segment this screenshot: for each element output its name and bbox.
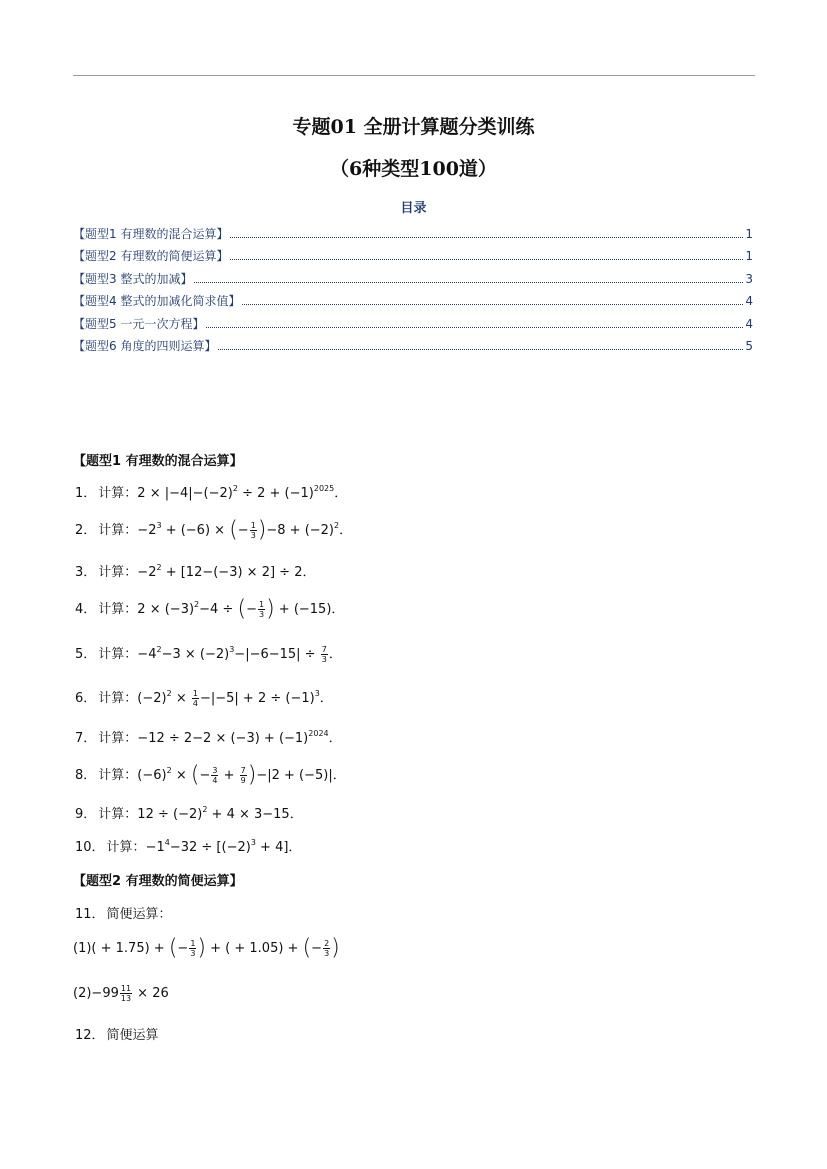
- problem-number: 1．: [75, 486, 97, 501]
- toc-leader: [194, 282, 743, 283]
- toc-item[interactable]: [73, 270, 753, 292]
- math-expression: $(-2)^2$ × $\frac{1}{4}$ $-|-5| + 2 \div (-1)^3$: [137, 689, 320, 708]
- problem-label: 简便运算：: [106, 907, 172, 922]
- toc-item-page: 1: [745, 227, 753, 241]
- toc-item-label: 【题型3 整式的加减】: [73, 271, 193, 286]
- toc-item-page: 4: [745, 294, 753, 309]
- toc-item-label: 【题型4 整式的加减化简求值】: [73, 294, 241, 309]
- section-heading-type2: 【题型2 有理数的简便运算】: [73, 874, 243, 889]
- problem-number: 8．: [75, 768, 97, 783]
- problem-label: 计算：: [98, 565, 138, 580]
- problem-label: 计算：: [98, 691, 138, 706]
- toc-leader: [230, 237, 743, 238]
- toc-leader: [218, 349, 743, 350]
- math-expression: ( + 1.75) + (− $\frac{1}{3}$ ) + ( + 1.05) + (− $\frac{2}{3}$ ): [91, 935, 340, 961]
- toc-heading: 目录: [400, 201, 427, 216]
- problem-number: 7．: [75, 731, 97, 746]
- math-expression: $-1^4-32 \div [(-2)^3 + 4]$: [145, 838, 289, 855]
- toc-item[interactable]: [73, 337, 753, 359]
- problem-4: 4． 计算：$2 \times (-3)^2-4$ ÷ (− $\frac{1}{3}$ ) + (−15)．: [75, 596, 345, 622]
- problem-11-part-2: [73, 984, 169, 1003]
- math-expression: $-4^2-3 \times (-2)^3-|-6-15|$ ÷ $\frac{7}{3}$: [137, 645, 327, 664]
- math-expression: $12 \div (-2)^2 + 4 \times 3-15$: [137, 805, 290, 822]
- header-rule: [73, 75, 755, 76]
- problem-label: 简便运算: [106, 1028, 159, 1043]
- problem-label: 计算：: [98, 647, 138, 662]
- problem-label: 计算：: [98, 486, 138, 501]
- page-subtitle: （6种类型100道）: [330, 158, 497, 180]
- math-expression: $-2^3 + (-6)$ × (− $\frac{1}{3}$ )$-8 + (-2)^2$: [137, 517, 340, 543]
- toc-item-label: 【题型1 有理数的混合运算】: [73, 227, 229, 241]
- math-expression: $-12 \div 2-2 \times (-3) + (-1)^{2024}$: [137, 729, 329, 746]
- problem-number: 2．: [75, 523, 97, 538]
- problem-number: 5．: [75, 647, 97, 662]
- toc-item-label: 【题型5 一元一次方程】: [73, 316, 205, 331]
- problem-label: 计算：: [98, 602, 138, 617]
- math-expression: $2 \times (-3)^2-4$ ÷ (− $\frac{1}{3}$ ) + (−15): [137, 596, 332, 622]
- toc-item[interactable]: [73, 225, 753, 247]
- toc-leader: [242, 304, 743, 305]
- problem-number: 4．: [75, 602, 97, 617]
- problem-label: 计算：: [98, 768, 138, 783]
- problem-label: 计算：: [98, 731, 138, 746]
- toc-item[interactable]: [73, 292, 753, 314]
- subpart-label: (2): [73, 986, 92, 1001]
- toc-item[interactable]: [73, 247, 753, 269]
- problem-number: 6．: [75, 691, 97, 706]
- table-of-contents: [73, 225, 753, 359]
- toc-item-page: 1: [745, 249, 753, 264]
- problem-number: 12．: [75, 1028, 105, 1043]
- problem-11: [75, 903, 172, 922]
- problem-3: 3． 计算：$-2^2 + [12-(-3) \times 2] \div 2$．: [75, 563, 316, 580]
- toc-leader: [230, 259, 743, 260]
- math-expression: $2 \times |-4|-(-2)^2 \div 2 + (-1)^{2025}$: [137, 484, 335, 501]
- problem-2: 2． 计算：$-2^3 + (-6)$ × (− $\frac{1}{3}$ )$-8 + (-2)^2$．: [75, 517, 353, 543]
- problem-6: 6． 计算：$(-2)^2$ × $\frac{1}{4}$ $-|-5| + 2 \div (-1)^3$．: [75, 689, 333, 708]
- toc-item-page: 3: [745, 271, 753, 286]
- subpart-label: (1): [73, 941, 92, 956]
- problem-11-part-1: [73, 935, 340, 961]
- toc-item-page: 5: [745, 338, 753, 353]
- problem-5: 5． 计算：$-4^2-3 \times (-2)^3-|-6-15|$ ÷ $\frac{7}{3}$ ．: [75, 645, 342, 664]
- problem-number: 3．: [75, 565, 97, 580]
- problem-10: 10． 计算：$-1^4-32 \div [(-2)^3 + 4]$．: [75, 838, 302, 855]
- problem-number: 9．: [75, 807, 97, 822]
- math-expression: $-2^2 + [12-(-3) \times 2] \div 2$: [137, 563, 303, 580]
- problem-1: 1． 计算：$2 \times |-4|-(-2)^2 \div 2 + (-1)^{2025}$．: [75, 484, 348, 501]
- math-expression: $(-6)^2$ × (− $\frac{3}{4}$ + $\frac{7}{9}$ )−|2 + (−5)|: [137, 762, 333, 788]
- problem-number: 10．: [75, 840, 105, 855]
- toc-item[interactable]: [73, 315, 753, 337]
- problem-label: 计算：: [106, 840, 146, 855]
- toc-leader: [206, 327, 743, 328]
- toc-item-label: 【题型2 有理数的简便运算】: [73, 249, 229, 264]
- problem-label: 计算：: [98, 807, 138, 822]
- math-expression: −99 $\frac{11}{13}$ × 26: [91, 984, 169, 1003]
- page-title: 专题01 全册计算题分类训练: [292, 116, 535, 138]
- problem-8: 8． 计算：$(-6)^2$ × (− $\frac{3}{4}$ + $\frac{7}{9}$ )−|2 + (−5)|．: [75, 762, 346, 788]
- problem-label: 计算：: [98, 523, 138, 538]
- problem-9: 9． 计算：$12 \div (-2)^2 + 4 \times 3-15$．: [75, 805, 303, 822]
- problem-number: 11．: [75, 907, 105, 922]
- problem-7: 7． 计算：$-12 \div 2-2 \times (-3) + (-1)^{2024}$．: [75, 729, 342, 746]
- toc-item-label: 【题型6 角度的四则运算】: [73, 338, 217, 353]
- toc-item-page: 4: [745, 316, 753, 331]
- problem-12: [75, 1024, 159, 1043]
- section-heading-type1: 【题型1 有理数的混合运算】: [73, 454, 243, 469]
